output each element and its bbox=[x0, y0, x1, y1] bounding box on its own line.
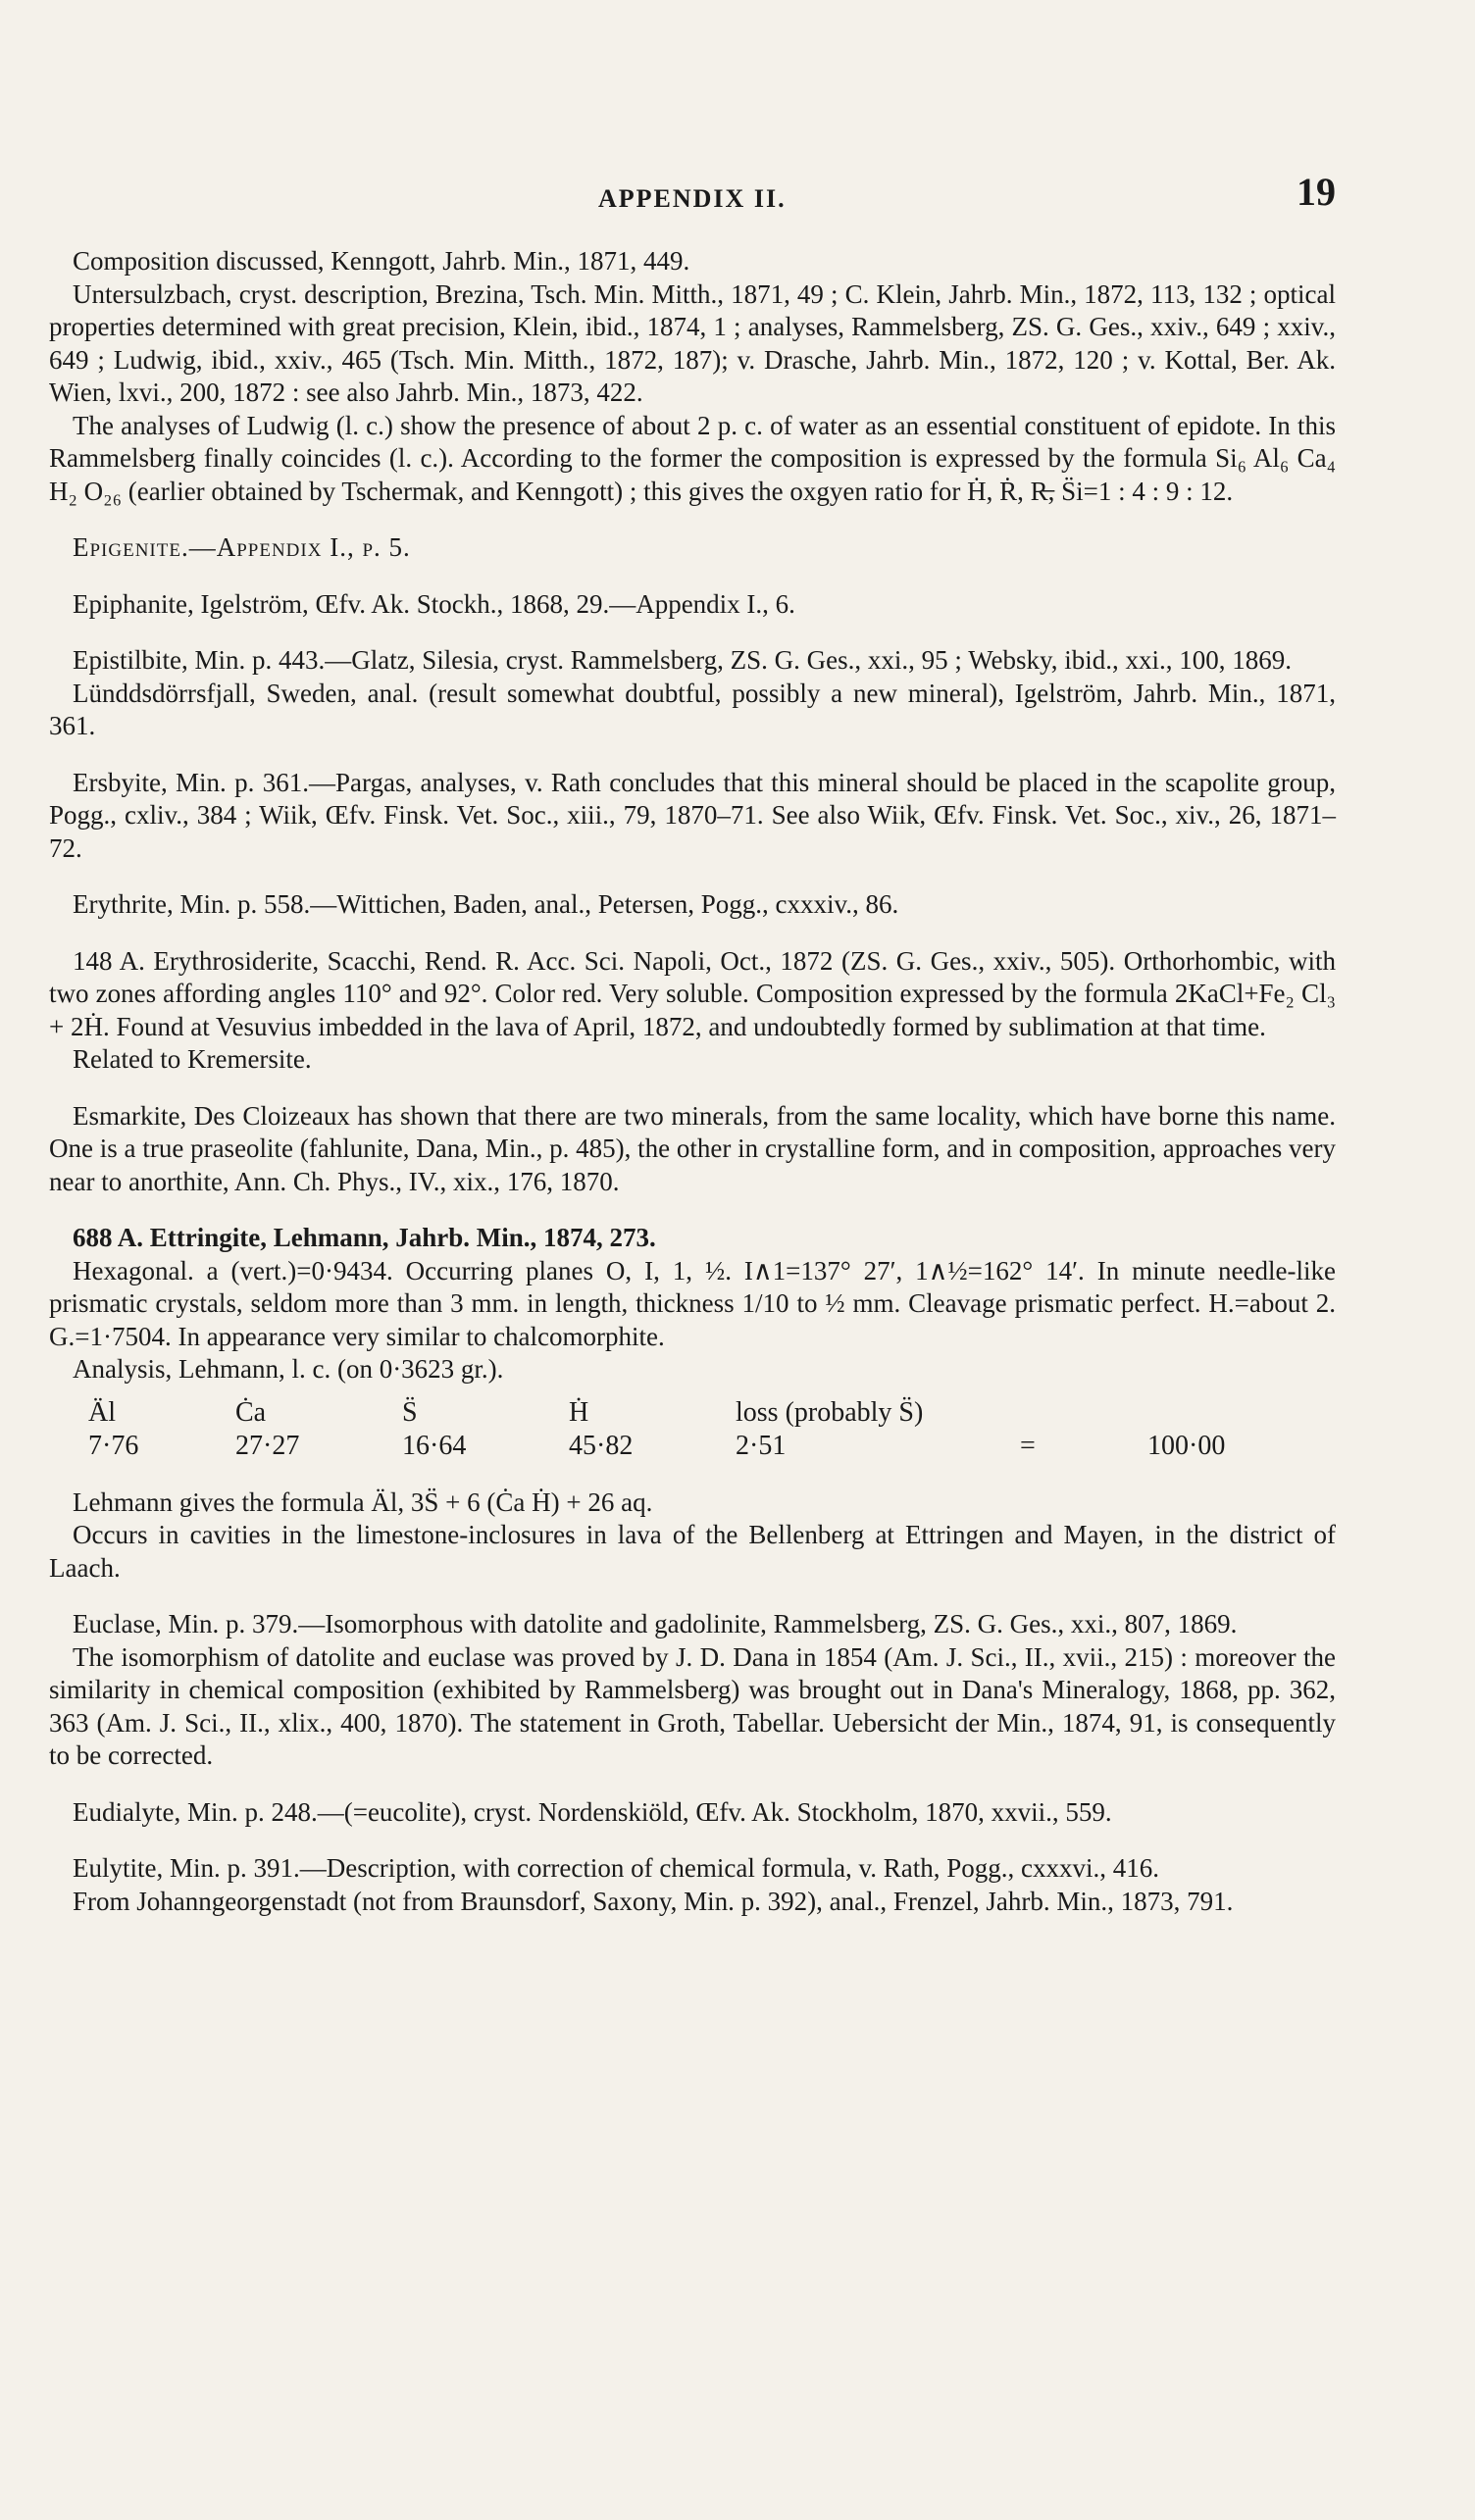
table-header-cell: Ḣ bbox=[569, 1396, 589, 1428]
entry-epigenite: Epigenite.—Appendix I., p. 5. bbox=[73, 532, 411, 562]
entry-esmarkite: Esmarkite, Des Cloizeaux has shown that there are two minerals, from the same locality, which have borne this name. One is a true praseolite (fahlunite, Dana, Min., p. 485), the other in crystalline form, and in composition, approaches very near to anorthite, Ann. Ch. Phys., IV., xix., 176, 1870. bbox=[49, 1100, 1336, 1196]
entry-ersbyite: Ersbyite, Min. p. 361.—Pargas, analyses, v. Rath concludes that this mineral should be placed in the scapolite group, Pogg., cxliv., 384 ; Wiik, Œfv. Finsk. Vet. Soc., xiii., 79, 1870–71. See also Wiik, Œfv. Finsk. Vet. Soc., xiv., 26, 1871–72. bbox=[49, 767, 1336, 863]
paragraph: Lünddsdörrsfjall, Sweden, anal. (result somewhat doubtful, possibly a new mineral), Igelström, Jahrb. Min., 1871, 361. bbox=[49, 678, 1336, 740]
page-body bbox=[49, 245, 1336, 1918]
paragraph: Related to Kremersite. bbox=[73, 1044, 312, 1074]
table-header-cell bbox=[1020, 1396, 1147, 1430]
table-header-cell: Äl bbox=[88, 1396, 116, 1428]
entry-erythrosiderite: 148 A. Erythrosiderite, Scacchi, Rend. R. Acc. Sci. Napoli, Oct., 1872 (ZS. G. Ges., xxiv., 505). Orthorhombic, with two zones affording angles 110° and 92°. Color red. Very soluble. Composition expressed by the formula 2KaCl+Fe₂ Cl₃ + 2Ḣ. Found at Vesuvius imbedded in the lava of April, 1872, and undoubtedly formed by sublimation at that time. bbox=[49, 945, 1336, 1041]
entry-eudialyte: Eudialyte, Min. p. 248.—(=eucolite), cryst. Nordenskiöld, Œfv. Ak. Stockholm, 1870, xxvii., 559. bbox=[73, 1796, 1112, 1827]
entry-epiphanite: Epiphanite, Igelström, Œfv. Ak. Stockh., 1868, 29.—Appendix I., 6. bbox=[73, 588, 795, 619]
entry-epistilbite: Epistilbite, Min. p. 443.—Glatz, Silesia, cryst. Rammelsberg, ZS. G. Ges., xxi., 95 ; Websky, ibid., xxi., 100, 1869. bbox=[73, 645, 1293, 675]
table-cell: 7·76 bbox=[88, 1430, 139, 1461]
paragraph: From Johanngeorgenstadt (not from Braunsdorf, Saxony, Min. p. 392), anal., Frenzel, Jahrb. Min., 1873, 791. bbox=[73, 1886, 1234, 1916]
table-cell: 100·00 bbox=[1147, 1430, 1226, 1461]
entry-eulytite: Eulytite, Min. p. 391.—Description, with correction of chemical formula, v. Rath, Pogg., cxxxvi., 416. bbox=[73, 1853, 1160, 1883]
page-header bbox=[49, 170, 1336, 233]
table-header-cell: Ċa bbox=[235, 1396, 267, 1428]
paragraph: The isomorphism of datolite and euclase was proved by J. D. Dana in 1854 (Am. J. Sci., II., xvii., 215) : moreover the similarity in chemical composition (exhibited by Rammelsberg) was brought out in Dana's Mineralogy, 1868, pp. 362, 363 (Am. J. Sci., II., xlix., 400, 1870). The statement in Groth, Tabellar. Uebersicht der Min., 1874, 91, is consequently to be corrected. bbox=[49, 1641, 1336, 1770]
paragraph: Hexagonal. a (vert.)=0·9434. Occurring planes O, I, 1, ½. I∧1=137° 27′, 1∧½=162° 14′. In minute needle-like prismatic crystals, seldom more than 3 mm. in length, thickness 1/10 to ½ mm. Cleavage prismatic perfect. H.=about 2. G.=1·7504. In appearance very similar to chalcomorphite. bbox=[49, 1255, 1336, 1351]
table-cell: 45·82 bbox=[569, 1430, 634, 1461]
paragraph: Analysis, Lehmann, l. c. (on 0·3623 gr.). bbox=[73, 1354, 504, 1384]
table-cell: 16·64 bbox=[402, 1430, 467, 1461]
paragraph: Composition discussed, Kenngott, Jahrb. Min., 1871, 449. bbox=[73, 246, 690, 276]
entry-euclase: Euclase, Min. p. 379.—Isomorphous with datolite and gadolinite, Rammelsberg, ZS. G. Ges., xxi., 807, 1869. bbox=[73, 1609, 1238, 1638]
analysis-table bbox=[88, 1396, 1336, 1463]
paragraph: Untersulzbach, cryst. description, Brezina, Tsch. Min. Mitth., 1871, 49 ; C. Klein, Jahrb. Min., 1872, 113, 132 ; optical properties determined with great precision, Klein, ibid., 1874, 1 ; analyses, Rammelsberg, ZS. G. Ges., xxiv., 649 ; xxiv., 649 ; Ludwig, ibid., xxiv., 465 (Tsch. Min. Mitth., 1872, 187); v. Drasche, Jahrb. Min., 1872, 120 ; v. Kottal, Ber. Ak. Wien, lxvi., 200, 1872 : see also Jahrb. Min., 1873, 422. bbox=[49, 278, 1336, 407]
table-cell: 27·27 bbox=[235, 1430, 300, 1461]
running-title: APPENDIX II. bbox=[598, 184, 787, 213]
table-cell: = bbox=[1020, 1430, 1036, 1461]
table-header-cell bbox=[1147, 1396, 1304, 1430]
paragraph: Occurs in cavities in the limestone-inclosures in lava of the Bellenberg at Ettringen and Mayen, in the district of Laach. bbox=[49, 1520, 1336, 1583]
page-number: 19 bbox=[1297, 170, 1336, 214]
entry-ettringite: 688 A. Ettringite, Lehmann, Jahrb. Min., 1874, 273. bbox=[73, 1223, 656, 1252]
table-cell: 2·51 bbox=[736, 1430, 787, 1461]
table-header-cell: loss (probably S̈) bbox=[736, 1396, 924, 1428]
table-header-cell: S̈ bbox=[402, 1396, 418, 1428]
paragraph: Lehmann gives the formula Äl, 3S̈ + 6 (Ċa Ḣ) + 26 aq. bbox=[73, 1487, 653, 1517]
entry-erythrite: Erythrite, Min. p. 558.—Wittichen, Baden, anal., Petersen, Pogg., cxxxiv., 86. bbox=[73, 889, 899, 919]
paragraph: The analyses of Ludwig (l. c.) show the presence of about 2 p. c. of water as an essential constituent of epidote. In this Rammelsberg finally coincides (l. c.). According to the former the composition is expressed by the formula Si₆ Al₆ Ca₄ H₂ O₂₆ (earlier obtained by Tschermak, and Kenngott) ; this gives the oxgyen ratio for Ḣ, Ṙ, R̶, S̈i=1 : 4 : 9 : 12. bbox=[49, 410, 1336, 506]
